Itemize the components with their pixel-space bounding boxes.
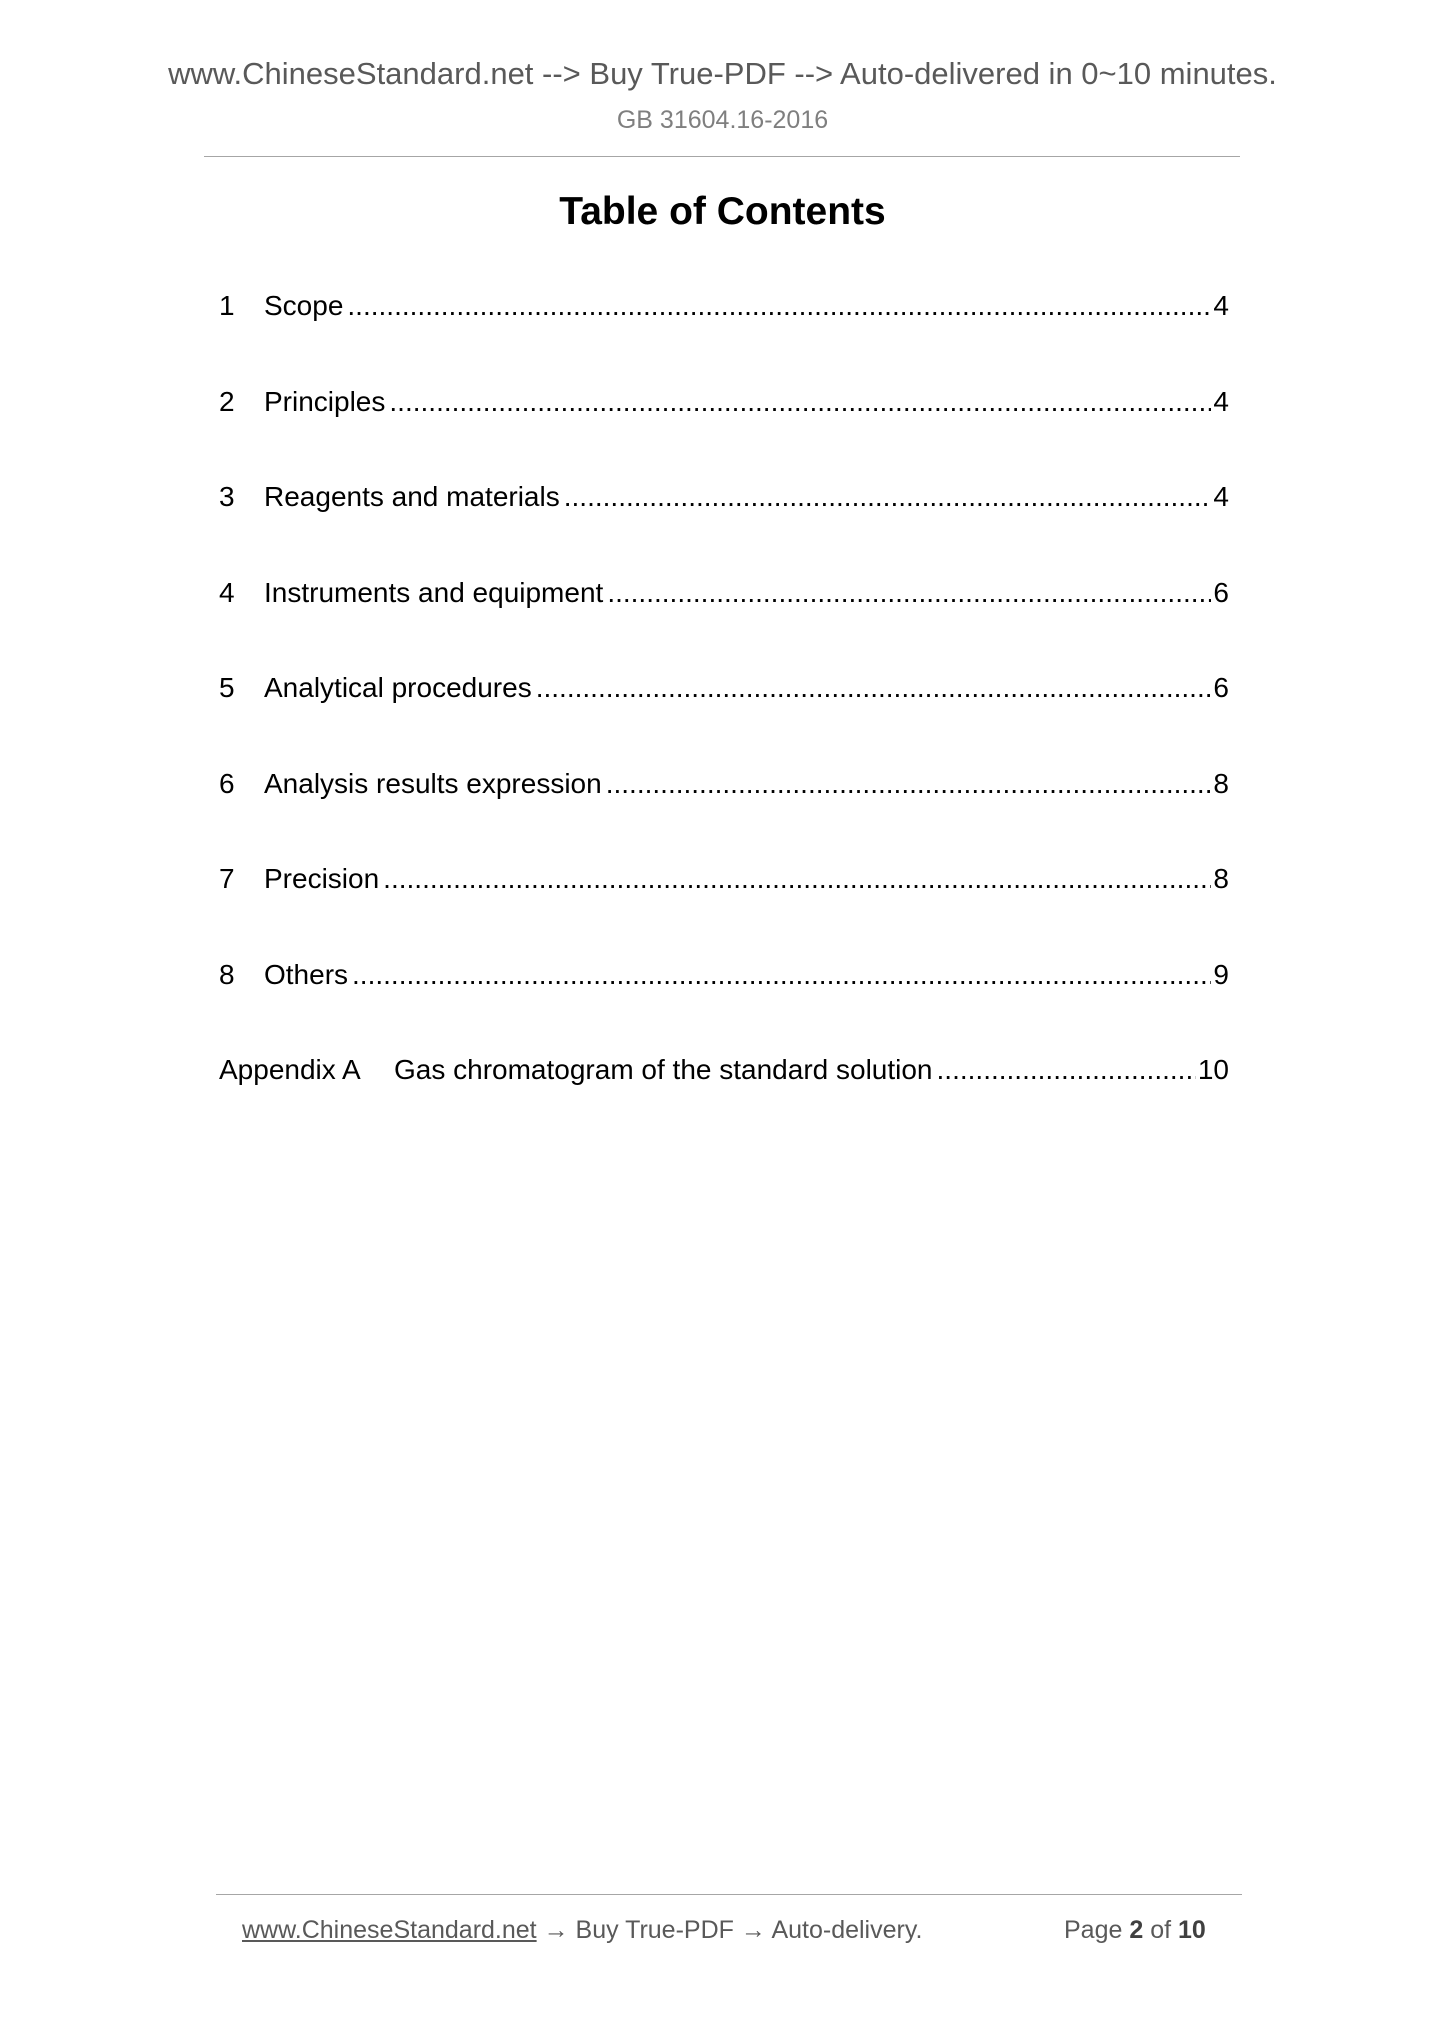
page-word: Page	[1064, 1916, 1123, 1944]
toc-entry-label: Gas chromatogram of the standard solution	[394, 1054, 933, 1085]
dot-leader	[937, 1054, 1196, 1086]
toc-entry-label: Others	[264, 958, 349, 990]
toc-entry-reagents[interactable]	[219, 481, 1229, 577]
dot-leader	[536, 672, 1212, 704]
page-total: 10	[1178, 1916, 1206, 1944]
arrow-right-icon: →	[543, 1916, 569, 1944]
toc-entry-number: 4	[219, 576, 235, 608]
footer-buy-text: Buy True-PDF	[575, 1916, 734, 1944]
toc-entry-page: 4	[1213, 290, 1229, 321]
toc-entry-appendix-a[interactable]	[219, 1054, 1229, 1150]
document-id: GB 31604.16-2016	[616, 106, 829, 134]
toc-entry-label: Reagents and materials	[264, 481, 560, 512]
dot-leader	[606, 768, 1212, 800]
toc-entry-number: Appendix A	[219, 1054, 361, 1085]
dot-leader	[383, 863, 1211, 895]
toc-entry-precision[interactable]	[219, 863, 1229, 959]
of-word: of	[1150, 1916, 1172, 1944]
toc-entry-label: Principles	[264, 385, 386, 417]
page-number	[1064, 1916, 1206, 1945]
toc-entry-page: 6	[1213, 576, 1229, 608]
footer-delivery-text: Auto-delivery.	[771, 1916, 923, 1944]
dot-leader	[564, 481, 1212, 513]
toc-entry-page: 4	[1213, 481, 1229, 512]
dot-leader	[389, 386, 1211, 418]
dot-leader	[347, 290, 1211, 322]
toc-entry-procedures[interactable]	[219, 672, 1229, 768]
toc-entry-page: 8	[1213, 767, 1229, 799]
toc-entry-page: 10	[1197, 1054, 1229, 1085]
page-current: 2	[1129, 1916, 1144, 1944]
toc-entry-label: Precision	[264, 863, 380, 894]
toc-entry-number: 5	[219, 672, 235, 703]
dot-leader	[607, 577, 1211, 609]
toc-entry-number: 7	[219, 863, 235, 894]
header-banner: www.ChineseStandard.net --> Buy True-PDF --> Auto-delivered in 0~10 minutes.	[168, 56, 1277, 91]
toc-entry-page: 8	[1213, 863, 1229, 894]
toc-entry-label: Analysis results expression	[264, 767, 602, 799]
toc-entry-number: 8	[219, 958, 235, 990]
toc-entry-scope[interactable]	[219, 290, 1229, 386]
toc-entry-results[interactable]	[219, 768, 1229, 864]
toc-entry-label: Analytical procedures	[264, 672, 532, 703]
toc-entry-principles[interactable]	[219, 386, 1229, 482]
toc-entry-number: 6	[219, 767, 235, 799]
page-title: Table of Contents	[559, 190, 886, 233]
header-divider	[204, 156, 1240, 157]
toc-entry-number: 1	[219, 290, 235, 321]
footer-promo	[242, 1916, 922, 1945]
toc-entry-label: Instruments and equipment	[264, 576, 604, 608]
footer-site-link[interactable]: www.ChineseStandard.net	[242, 1916, 537, 1944]
arrow-right-icon: →	[740, 1916, 766, 1944]
dot-leader	[352, 959, 1211, 991]
toc-entry-page: 4	[1213, 385, 1229, 417]
toc-entry-instruments[interactable]	[219, 577, 1229, 673]
toc-entry-page: 9	[1213, 958, 1229, 990]
footer-divider	[216, 1894, 1242, 1895]
toc-list	[219, 290, 1229, 1150]
toc-entry-number: 2	[219, 385, 235, 417]
toc-entry-label: Scope	[264, 290, 344, 321]
toc-entry-page: 6	[1213, 672, 1229, 703]
toc-entry-number: 3	[219, 481, 235, 512]
toc-entry-others[interactable]	[219, 959, 1229, 1055]
